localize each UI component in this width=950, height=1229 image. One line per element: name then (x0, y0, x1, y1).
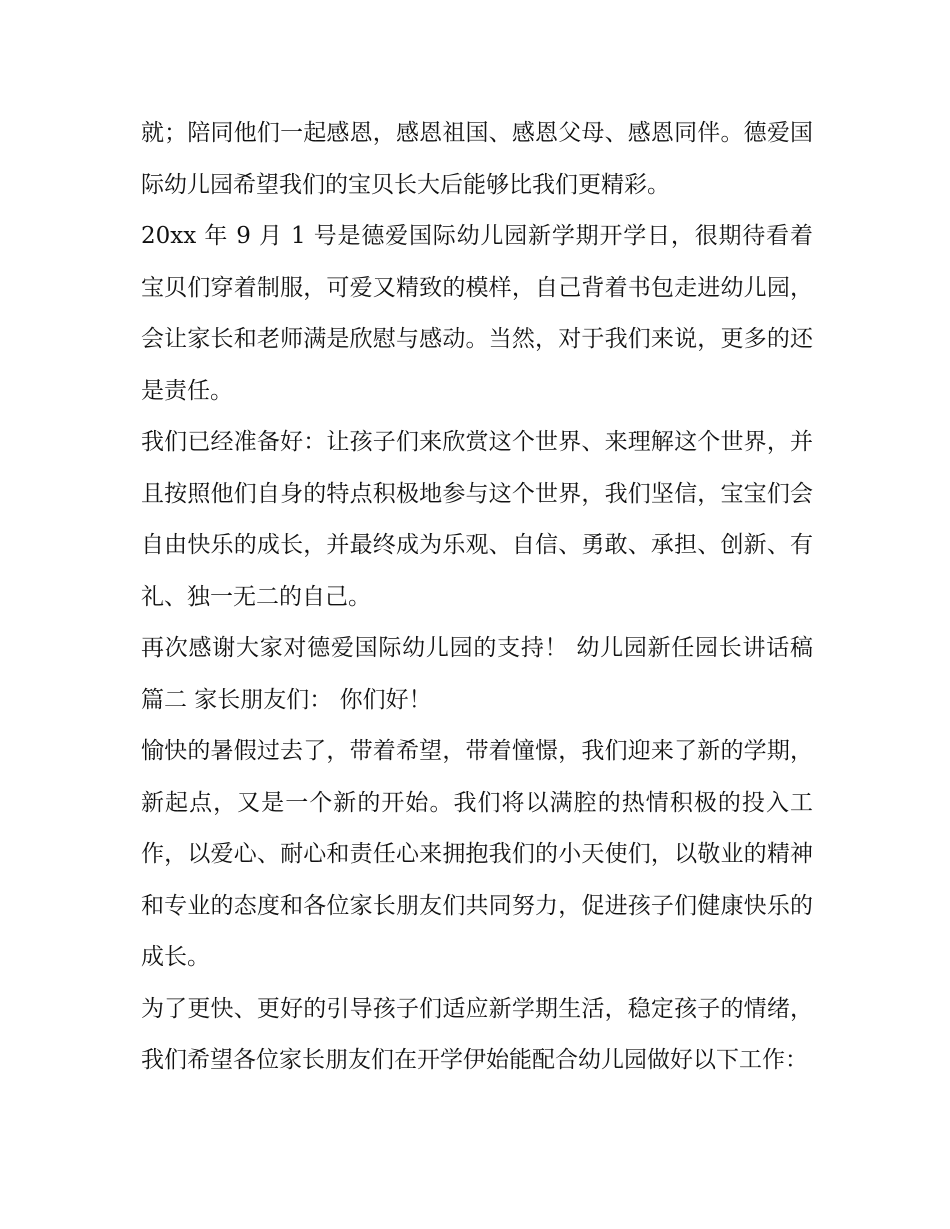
document-body (141, 108, 813, 1087)
paragraph: 我们已经准备好：让孩子们来欣赏这个世界、来理解这个世界，并且按照他们自身的特点积极地参与这个世界，我们坚信，宝宝们会自由快乐的成长，并最终成为乐观、自信、勇敢、承担、创新、有礼、独一无二的自己。 (141, 429, 813, 610)
paragraph: 为了更快、更好的引导孩子们适应新学期生活，稳定孩子的情绪，我们希望各位家长朋友们在开学伊始能配合幼儿园做好以下工作： (141, 995, 813, 1073)
paragraph: 20xx 年 9 月 1 号是德爱国际幼儿园新学期开学日，很期待看着宝贝们穿着制服，可爱又精致的模样，自己背着书包走进幼儿园，会让家长和老师满是欣慰与感动。当然，对于我们来说，更多的还是责任。 (141, 223, 813, 404)
paragraph: 就；陪同他们一起感恩，感恩祖国、感恩父母、感恩同伴。德爱国际幼儿园希望我们的宝贝长大后能够比我们更精彩。 (141, 120, 813, 198)
paragraph: 再次感谢大家对德爱国际幼儿园的支持！ 幼儿园新任园长讲话稿篇二 家长朋友们： 你们好！ (141, 635, 813, 713)
paragraph: 愉快的暑假过去了，带着希望，带着憧憬，我们迎来了新的学期，新起点，又是一个新的开始。我们将以满腔的热情积极的投入工作，以爱心、耐心和责任心来拥抱我们的小天使们，以敬业的精神和专业的态度和各位家长朋友们共同努力，促进孩子们健康快乐的成长。 (141, 738, 813, 970)
